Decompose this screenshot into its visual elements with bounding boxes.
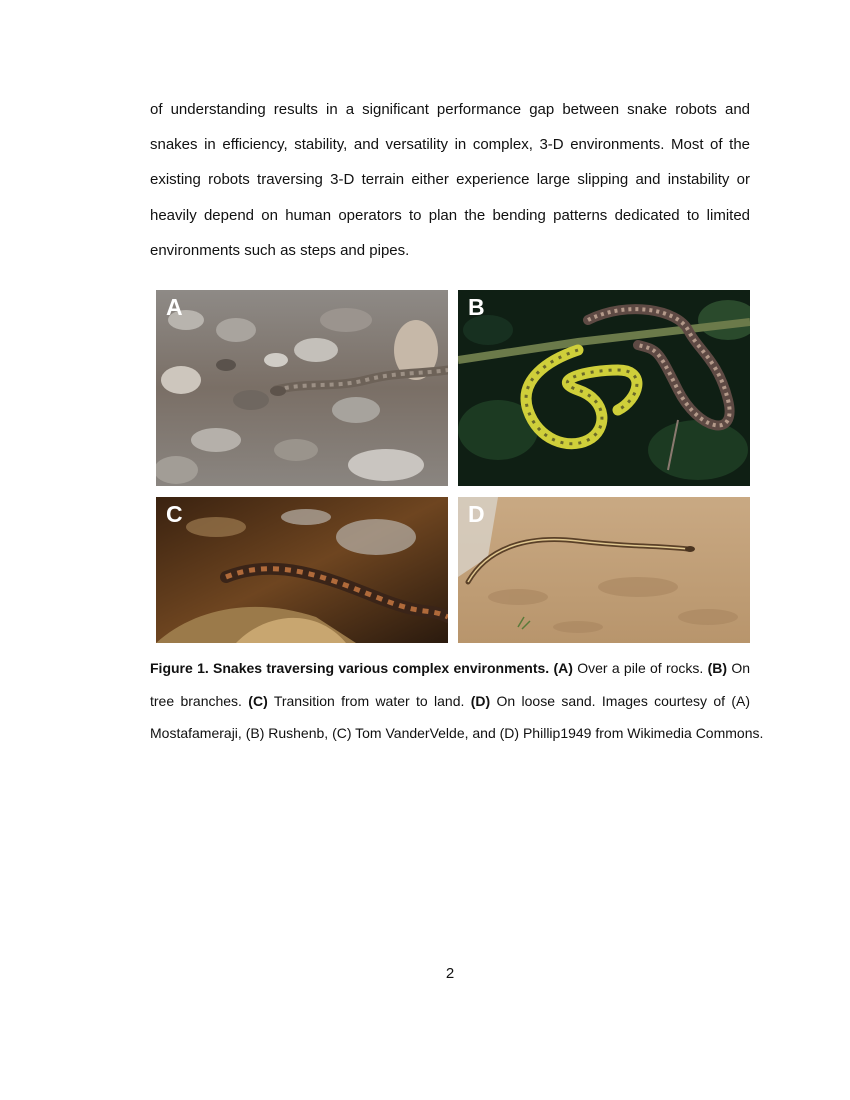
body-line: heavily depend on human operators to plan the bending patterns dedicated to limited (150, 206, 750, 224)
body-line: existing robots traversing 3-D terrain either experience large slipping and instability or (150, 171, 750, 189)
caption-line: Mostafameraji, (B) Rushenb, (C) Tom VanderVelde, and (D) Phillip1949 from Wikimedia Commons. (150, 725, 764, 741)
figure-panel-c (156, 497, 448, 643)
figure-panel-b (458, 290, 750, 486)
panel-label-a: A (166, 294, 183, 320)
caption-title: Figure 1. Snakes traversing various complex environments. (150, 660, 550, 676)
page-number: 2 (445, 965, 455, 982)
caption-text: Over a pile of rocks. (577, 660, 704, 676)
caption-text: On loose sand. Images courtesy of (A) (496, 692, 751, 709)
branch-snake-photo (458, 290, 750, 486)
sand-snake-photo (458, 497, 750, 643)
panel-label-d: D (468, 501, 485, 527)
caption-text: On (731, 660, 751, 676)
caption-line (150, 652, 750, 685)
caption-line (150, 685, 750, 718)
caption-ref-d: (D) (470, 692, 491, 709)
body-line: snakes in efficiency, stability, and versatility in complex, 3-D environments. Most of the (150, 136, 750, 154)
caption-text: Transition from water to land. (273, 692, 465, 709)
body-line: of understanding results in a significant performance gap between snake robots and (150, 101, 750, 118)
caption-ref-a: (A) (553, 660, 573, 676)
rocks-snake-photo (156, 290, 448, 486)
caption-ref-c: (C) (248, 692, 268, 709)
caption-ref-b: (B) (707, 660, 728, 676)
water-snake-photo (156, 497, 448, 643)
body-line: environments such as steps and pipes. (150, 241, 410, 259)
body-paragraph (150, 92, 750, 268)
figure-panel-d (458, 497, 750, 643)
figure-caption (150, 652, 764, 750)
figure-panel-a (156, 290, 448, 486)
panel-label-b: B (468, 294, 485, 320)
caption-text: tree branches. (150, 692, 242, 709)
panel-label-c: C (166, 501, 183, 527)
